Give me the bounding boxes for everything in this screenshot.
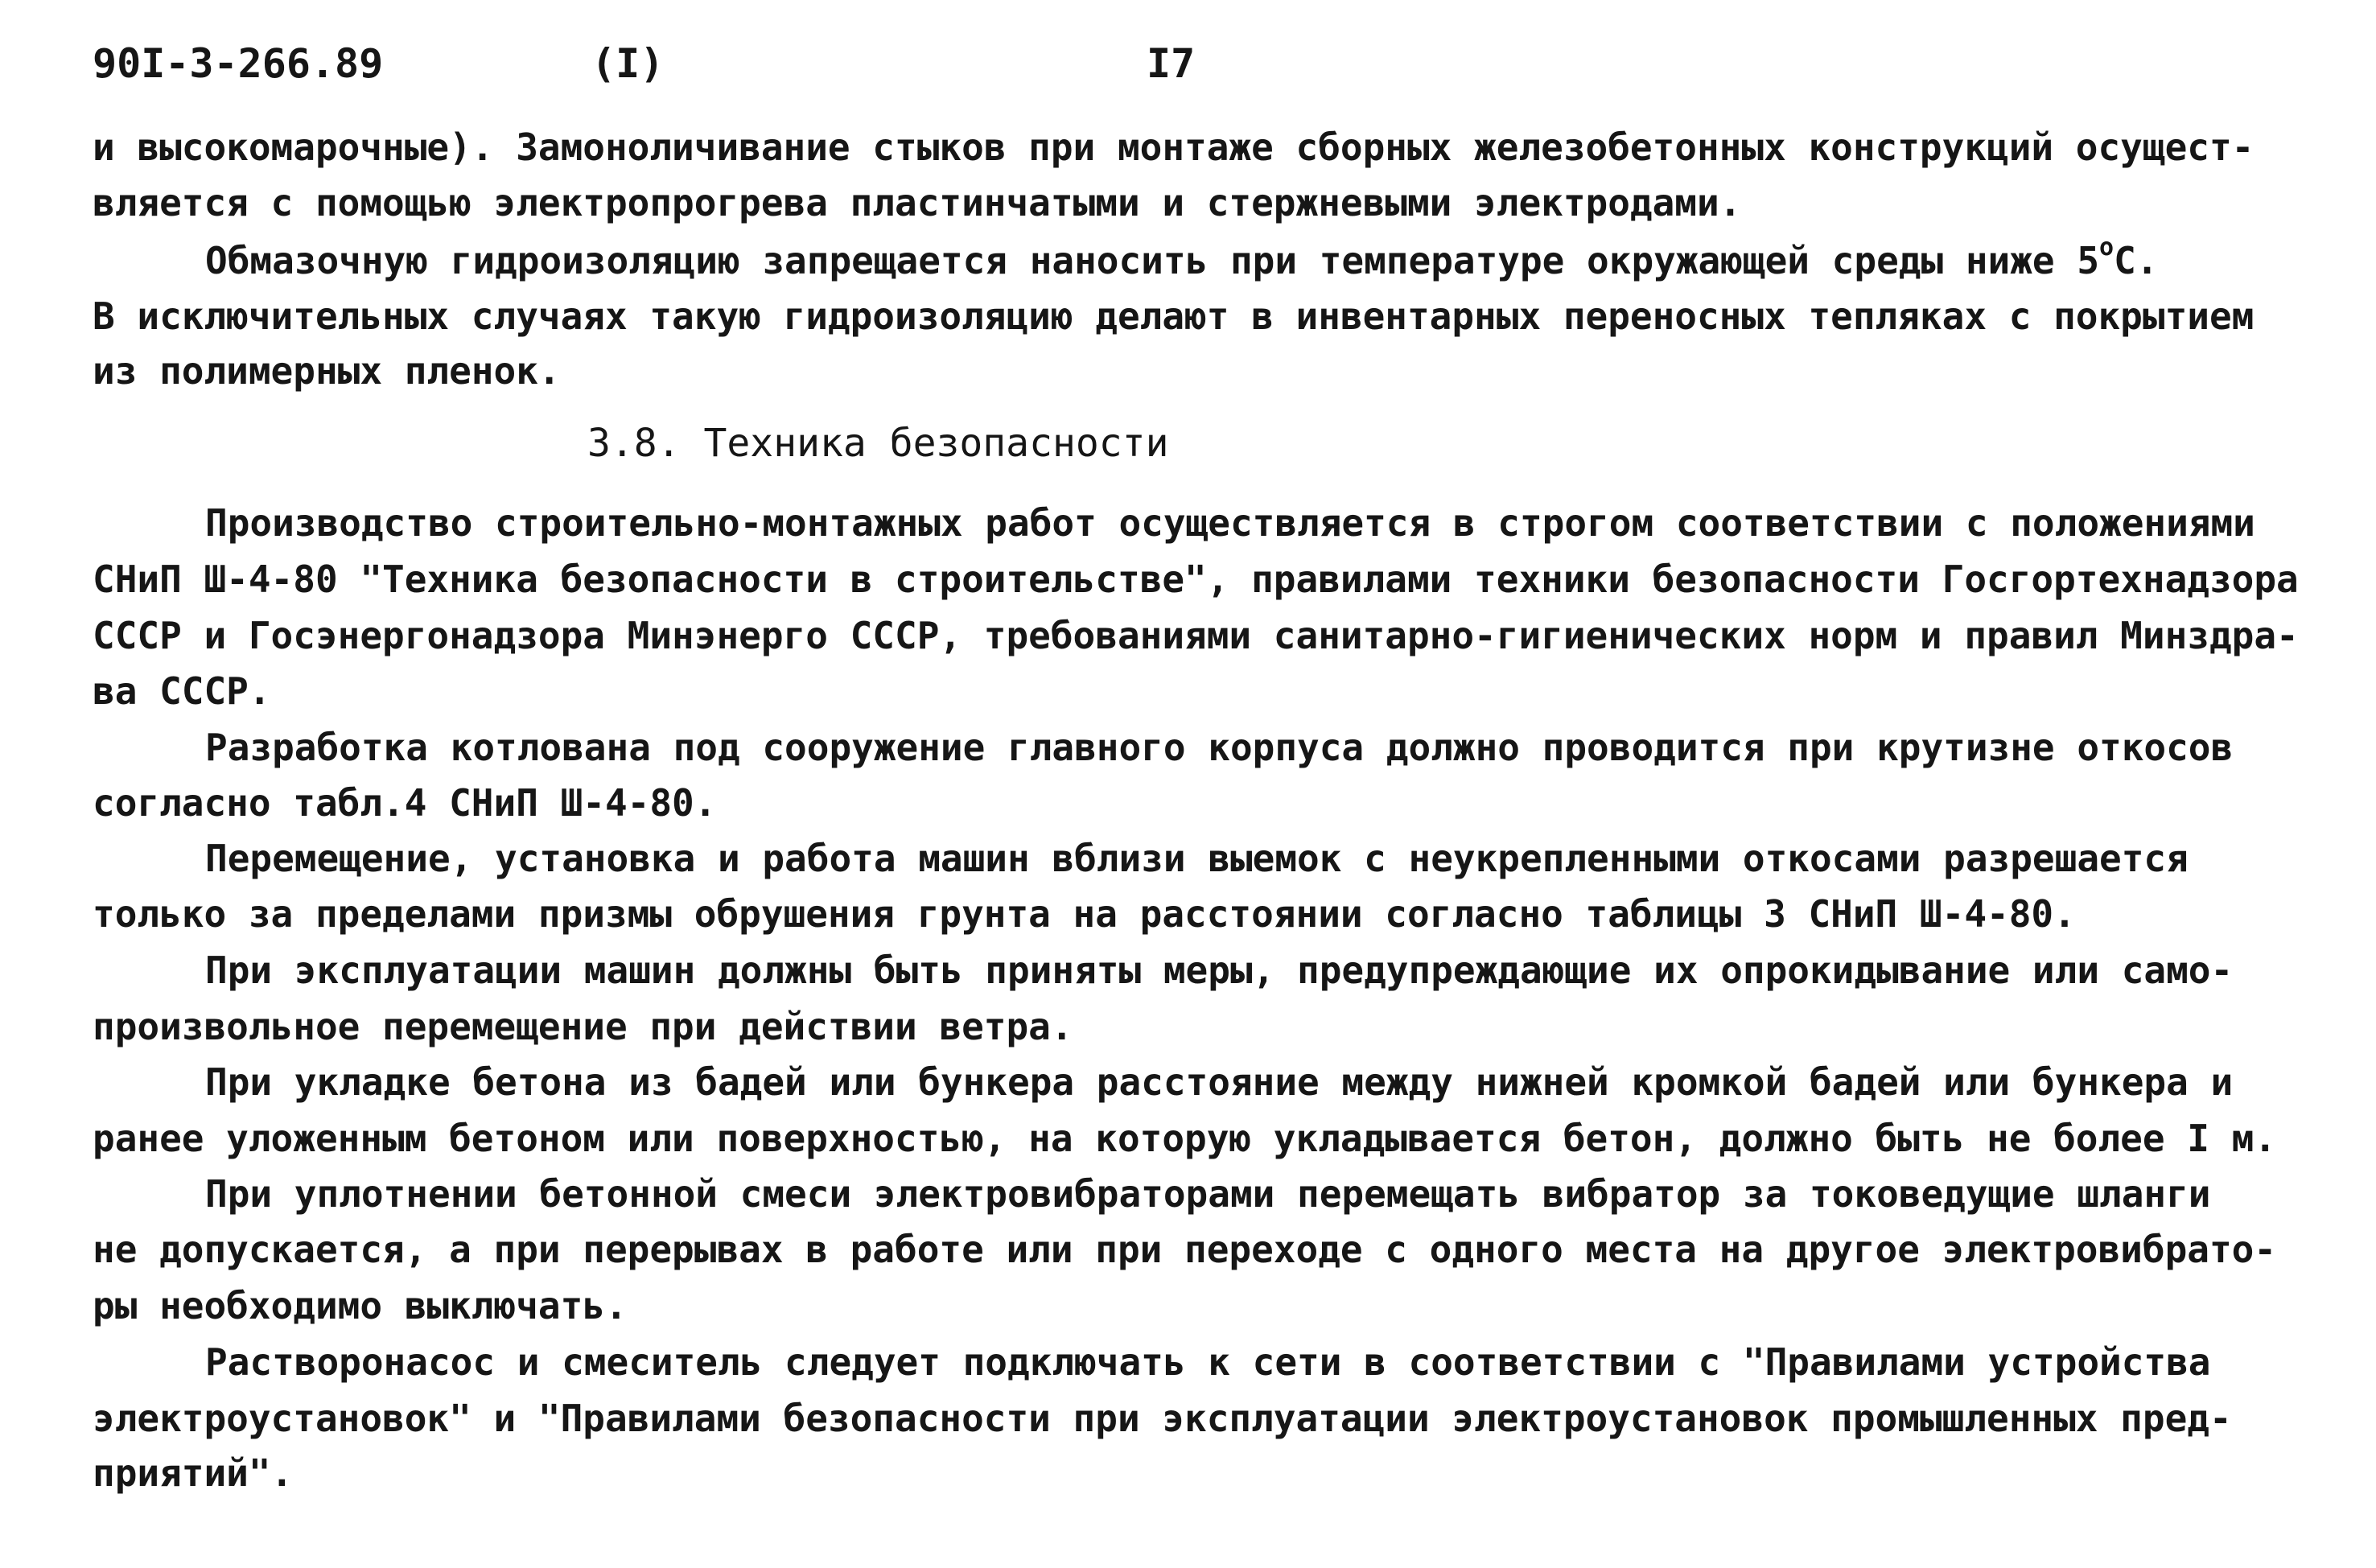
text-line: В исключительных случаях такую гидроизоляцию делают в инвентарных переносных тепляках с покрытием <box>93 294 2255 338</box>
section-number: 3.8. <box>587 421 681 466</box>
text-line: согласно табл.4 СНиП Ш-4-80. <box>93 781 717 825</box>
text-line: только за пределами призмы обрушения грунта на расстоянии согласно таблицы 3 СНиП Ш-4-80. <box>93 892 2076 936</box>
section-heading <box>587 421 1169 466</box>
text-line: электроустановок" и "Правилами безопасности при эксплуатации электроустановок промышленных пред- <box>93 1397 2232 1440</box>
text-line: из полимерных пленок. <box>93 349 561 393</box>
text-line: Разработка котлована под сооружение главного корпуса должно проводится при крутизне откосов <box>205 726 2234 769</box>
text-line: вляется с помощью электропрогрева пластинчатыми и стержневыми электродами. <box>93 181 1742 224</box>
text-line: и высокомарочные). Замоноличивание стыков при монтаже сборных железобетонных конструкций осущест- <box>93 126 2255 169</box>
section-title: Техника безопасности <box>703 421 1169 466</box>
text-line: Растворонасос и смеситель следует подключать к сети в соответствии с "Правилами устройства <box>205 1340 2211 1384</box>
text-line: Производство строительно-монтажных работ осуществляется в строгом соответствии с положениями <box>205 501 2255 545</box>
part-number: (I) <box>591 40 665 87</box>
text-line: приятий". <box>93 1451 294 1495</box>
text-line: ранее уложенным бетоном или поверхностью, на которую укладывается бетон, должно быть не более I м. <box>93 1117 2277 1160</box>
text-line: ры необходимо выключать. <box>93 1284 628 1327</box>
temperature-line <box>205 233 2159 282</box>
text-line: При эксплуатации машин должны быть приняты меры, предупреждающие их опрокидывание или само- <box>205 949 2234 992</box>
text-line: произвольное перемещение при действии ветра. <box>93 1005 1073 1048</box>
degree-sign: о <box>2099 233 2115 261</box>
text-line: СССР и Госэнергонадзора Минэнерго СССР, требованиями санитарно-гигиенических норм и правил Минздра- <box>93 614 2299 657</box>
text-line: При укладке бетона из бадей или бункера расстояние между нижней кромкой бадей или бункера и <box>205 1060 2234 1104</box>
text-line: не допускается, а при перерывах в работе или при переходе с одного места на другое электровибрато- <box>93 1228 2277 1271</box>
document-code: 90I-3-266.89 <box>93 40 384 87</box>
text-line: ва СССР. <box>93 669 271 713</box>
temperature-unit: С. <box>2114 239 2159 282</box>
temperature-text: Обмазочную гидроизоляцию запрещается наносить при температуре окружающей среды ниже 5 <box>205 239 2100 282</box>
page-number: I7 <box>1147 40 1196 87</box>
text-line: При уплотнении бетонной смеси электровибраторами перемещать вибратор за токоведущие шланги <box>205 1172 2211 1216</box>
text-line: Перемещение, установка и работа машин вблизи выемок с неукрепленными откосами разрешается <box>205 837 2189 880</box>
text-line: СНиП Ш-4-80 "Техника безопасности в строительстве", правилами техники безопасности Госгортехнадзора <box>93 558 2299 601</box>
